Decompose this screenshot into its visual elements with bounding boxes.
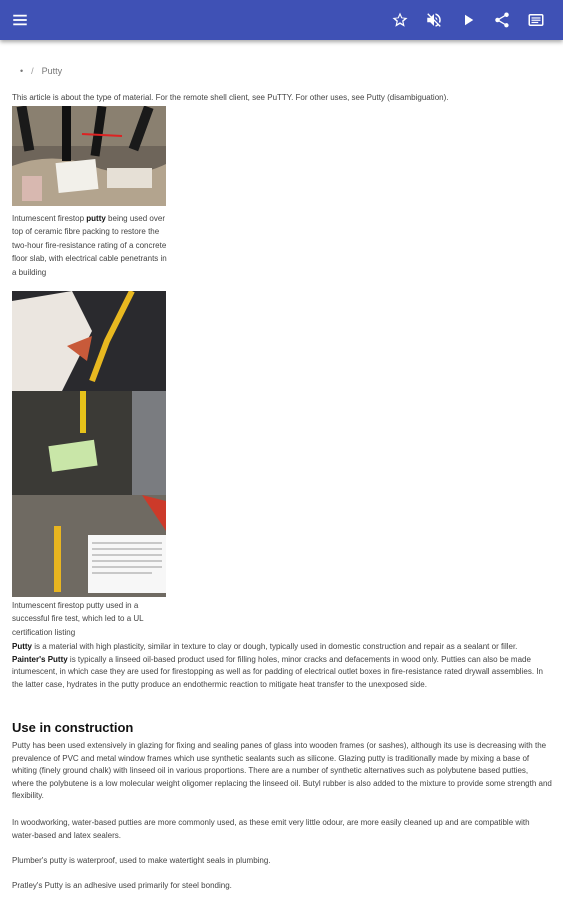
figure-firestop-slab	[12, 106, 166, 279]
fire-test-photo	[12, 291, 166, 597]
section-paragraph-2: In woodworking, water-based putties are more commonly used, as these emit very little odour, are more easily cleaned up and are compatible with water-based and latex sealers.	[12, 818, 530, 840]
volume-off-icon	[425, 11, 443, 29]
hatnote: This article is about the type of material. For the remote shell client, see PuTTY. For other uses, see Putty (disambiguation).	[12, 93, 449, 102]
figure1-caption	[12, 212, 172, 279]
intro-bold-painters-putty: Painter's Putty	[12, 654, 68, 664]
section-paragraph-1: Putty has been used extensively in glazing for fixing and sealing panes of glass into wooden frames (or sashes), although its use is decreasing with the prevalence of PVC and metal window frames which use synthetic sealants such as silicone. Glazing putty is traditionally made by mixing a base of whiting (finely ground chalk) with linseed oil in various proportions. There are a number of synthetic alternatives such as polybutene based putties, where the polybutene is a low molecular weight oligomer replacing the linseed oil. Butyl rubber is also added to the mixture to provide some strength and flexibility.	[12, 741, 552, 801]
intro-text-2: is typically a linseed oil-based product used for filling holes, minor cracks and defacements in wood only. Putties can also be made intumescent, in which case they are used for firestopping as well as for padding of electrical outlet boxes in fire-resistance rated drywall assemblies. In the latter case, hydrates in the putty produce an endothermic reaction to mitigate heat transfer to the unexposed side.	[12, 654, 543, 689]
play-icon	[459, 11, 477, 29]
firestop-slab-image[interactable]	[12, 106, 166, 206]
firestop-slab-photo	[12, 106, 166, 206]
star-icon	[391, 11, 409, 29]
figure2-caption: Intumescent firestop putty used in a successful fire test, which led to a UL certification listing	[12, 601, 144, 637]
section-title-construction: Use in construction	[12, 720, 134, 735]
breadcrumb-current: Putty	[41, 66, 63, 76]
mute-button[interactable]	[422, 8, 446, 32]
breadcrumb-separator: /	[31, 66, 34, 76]
share-icon	[493, 11, 511, 29]
section-paragraph-3: Plumber's putty is waterproof, used to make watertight seals in plumbing.	[12, 856, 271, 865]
figure1-caption-bold: putty	[86, 214, 106, 223]
section-paragraph-4: Pratley's Putty is an adhesive used primarily for steel bonding.	[12, 881, 232, 890]
text-size-button[interactable]	[524, 8, 548, 32]
app-bar	[0, 0, 563, 40]
intro-text-1: is a material with high plasticity, similar in texture to clay or dough, typically used in domestic construction and repair as a sealant or filler.	[32, 642, 518, 651]
play-button[interactable]	[456, 8, 480, 32]
intro-bold-putty: Putty	[12, 642, 32, 651]
breadcrumb-home[interactable]: •	[20, 66, 24, 76]
intro-paragraph	[12, 641, 552, 691]
figure1-caption-before: Intumescent firestop	[12, 214, 87, 223]
menu-icon	[11, 11, 29, 29]
share-button[interactable]	[490, 8, 514, 32]
breadcrumb	[20, 66, 62, 76]
bookmark-button[interactable]	[388, 8, 412, 32]
figure1-caption-after: being used over top of ceramic fibre packing to restore the two-hour fire-resistance rating of a concrete floor slab, with electrical cable penetrants in a building	[12, 214, 167, 277]
fire-test-image[interactable]	[12, 291, 166, 597]
figure-fire-test	[12, 291, 166, 639]
menu-button[interactable]	[8, 8, 32, 32]
text-size-icon	[527, 11, 545, 29]
